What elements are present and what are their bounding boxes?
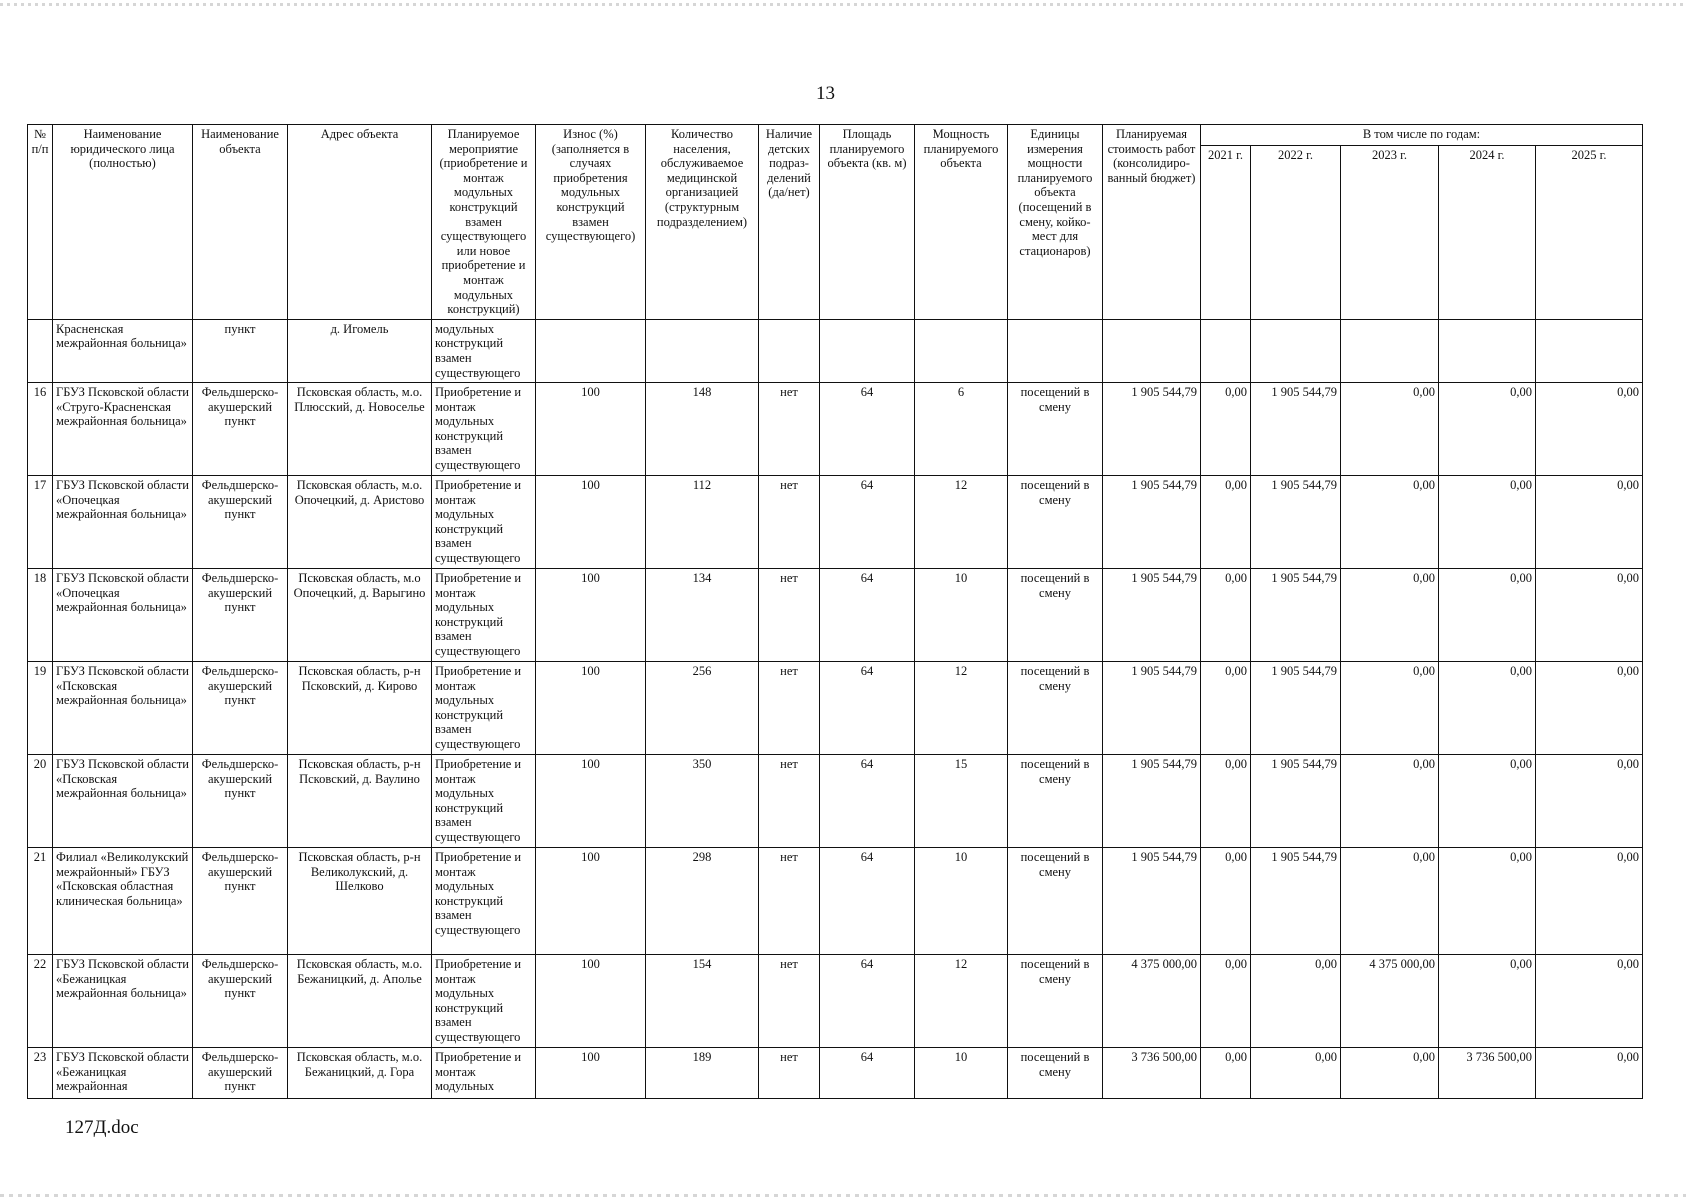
cell-area: 64: [820, 1048, 915, 1099]
cell-measure: Приобретение и монтаж модульных конструкций взамен существующего: [432, 383, 536, 476]
cell-object-name: Фельдшерско-акушерский пункт: [193, 662, 288, 755]
table-row: [28, 848, 1643, 955]
cell-empty: [1103, 319, 1201, 382]
cell-num: 17: [28, 476, 53, 569]
header-year-2025: 2025 г.: [1536, 146, 1643, 320]
cell-y2022: 1 905 544,79: [1251, 662, 1341, 755]
cell-num: 19: [28, 662, 53, 755]
header-by-years: В том числе по годам:: [1201, 125, 1643, 146]
cell-area: 64: [820, 662, 915, 755]
cell-address: Псковская область, м.о. Опочецкий, д. Аристово: [288, 476, 432, 569]
cell-capacity: 10: [915, 1048, 1008, 1099]
cell-capacity: 12: [915, 476, 1008, 569]
cell-y2024: 3 736 500,00: [1439, 1048, 1536, 1099]
cell-cost: 1 905 544,79: [1103, 383, 1201, 476]
cell-population: 148: [646, 383, 759, 476]
cell-children: нет: [759, 955, 820, 1048]
table-row: [28, 662, 1643, 755]
cell-y2025: 0,00: [1536, 662, 1643, 755]
table-row: [28, 476, 1643, 569]
scan-edge-bottom: [0, 1194, 1686, 1197]
cell-wear: 100: [536, 1048, 646, 1099]
cell-cost: 1 905 544,79: [1103, 569, 1201, 662]
cell-y2023: 0,00: [1341, 755, 1439, 848]
cell-children: нет: [759, 569, 820, 662]
cell-capacity: 6: [915, 383, 1008, 476]
cell-y2023: 0,00: [1341, 848, 1439, 955]
cell-empty: [1439, 319, 1536, 382]
data-rows: [28, 383, 1643, 1099]
cell-measure: Приобретение и монтаж модульных конструкций взамен существующего: [432, 848, 536, 955]
cell-cost: 1 905 544,79: [1103, 848, 1201, 955]
cell-y2024: 0,00: [1439, 755, 1536, 848]
cell-object-name: Фельдшерско-акушерский пункт: [193, 383, 288, 476]
cell-y2021: 0,00: [1201, 476, 1251, 569]
cell-cost: 3 736 500,00: [1103, 1048, 1201, 1099]
cell-population: 134: [646, 569, 759, 662]
cell-y2025: 0,00: [1536, 476, 1643, 569]
cell-capacity: 10: [915, 848, 1008, 955]
cell-y2024: 0,00: [1439, 476, 1536, 569]
cell-y2023: 0,00: [1341, 662, 1439, 755]
cell-area: 64: [820, 848, 915, 955]
cell-population: 189: [646, 1048, 759, 1099]
cell-address: Псковская область, р-н Псковский, д. Ваулино: [288, 755, 432, 848]
cell-num: 16: [28, 383, 53, 476]
page-number: 13: [816, 83, 835, 104]
footer-file-name: 127Д.doc: [65, 1117, 139, 1138]
cell-measure: Приобретение и монтаж модульных конструкций взамен существующего: [432, 476, 536, 569]
header-measure: Планируемое мероприятие (приобретение и монтаж модульных конструкций взамен существующего или новое приобретение и монтаж модульных конструкций): [432, 125, 536, 320]
cell-measure: Приобретение и монтаж модульных конструкций взамен существующего: [432, 569, 536, 662]
cell-empty: [646, 319, 759, 382]
cell-y2024: 0,00: [1439, 383, 1536, 476]
cell-wear: 100: [536, 569, 646, 662]
cell-y2024: 0,00: [1439, 662, 1536, 755]
cell-children: нет: [759, 662, 820, 755]
scan-edge-top: [0, 3, 1686, 6]
cell-legal-name: ГБУЗ Псковской области «Бежаницкая межрайонная: [53, 1048, 193, 1099]
cell-address: Псковская область, м.о Опочецкий, д. Варыгино: [288, 569, 432, 662]
cell-y2022: 1 905 544,79: [1251, 848, 1341, 955]
cell-units: посещений в смену: [1008, 755, 1103, 848]
cell-address: Псковская область, м.о. Плюсский, д. Новоселье: [288, 383, 432, 476]
cell-area: 64: [820, 569, 915, 662]
cell-wear: 100: [536, 476, 646, 569]
cell-y2022: 1 905 544,79: [1251, 755, 1341, 848]
cell-y2023: 4 375 000,00: [1341, 955, 1439, 1048]
cell-legal-name: ГБУЗ Псковской области «Псковская межрайонная больница»: [53, 662, 193, 755]
cell-population: 298: [646, 848, 759, 955]
cell-y2021: 0,00: [1201, 383, 1251, 476]
cell-y2023: 0,00: [1341, 476, 1439, 569]
cell-units: посещений в смену: [1008, 662, 1103, 755]
cell-address: Псковская область, р-н Псковский, д. Кирово: [288, 662, 432, 755]
cell-y2021: 0,00: [1201, 662, 1251, 755]
header-units: Единицы измерения мощности планируемого объекта (посещений в смену, койко-мест для стационаров): [1008, 125, 1103, 320]
cell-address: Псковская область, м.о. Бежаницкий, д. Гора: [288, 1048, 432, 1099]
cell-y2021: 0,00: [1201, 1048, 1251, 1099]
cell-capacity: 15: [915, 755, 1008, 848]
cell-population: 256: [646, 662, 759, 755]
cell-address: Псковская область, р-н Великолукский, д. Шелково: [288, 848, 432, 955]
cell-legal-name: ГБУЗ Псковской области «Опочецкая межрайонная больница»: [53, 476, 193, 569]
cell-children: нет: [759, 383, 820, 476]
cell-wear: 100: [536, 848, 646, 955]
table-row: [28, 383, 1643, 476]
cell-empty: [1341, 319, 1439, 382]
cell-cost: 1 905 544,79: [1103, 662, 1201, 755]
cell-measure: Приобретение и монтаж модульных конструкций взамен существующего: [432, 755, 536, 848]
cell-children: нет: [759, 848, 820, 955]
cell-y2025: 0,00: [1536, 755, 1643, 848]
cell-object-name: Фельдшерско-акушерский пункт: [193, 1048, 288, 1099]
cell-empty: [759, 319, 820, 382]
header-year-2024: 2024 г.: [1439, 146, 1536, 320]
cell-y2024: 0,00: [1439, 569, 1536, 662]
cell-empty: [915, 319, 1008, 382]
header-cost: Планируемая стоимость работ (консолидиро-ванный бюджет): [1103, 125, 1201, 320]
cell-object-name: Фельдшерско-акушерский пункт: [193, 476, 288, 569]
cell-legal-name: ГБУЗ Псковской области «Струго-Красненская межрайонная больница»: [53, 383, 193, 476]
cell-units: посещений в смену: [1008, 955, 1103, 1048]
cell-children: нет: [759, 476, 820, 569]
cell-object-name: пункт: [193, 319, 288, 382]
cell-area: 64: [820, 476, 915, 569]
header-address: Адрес объекта: [288, 125, 432, 320]
header-area: Площадь планируемого объекта (кв. м): [820, 125, 915, 320]
cell-capacity: 12: [915, 662, 1008, 755]
cell-units: посещений в смену: [1008, 1048, 1103, 1099]
table-row: [28, 755, 1643, 848]
table-row: [28, 569, 1643, 662]
header-year-2022: 2022 г.: [1251, 146, 1341, 320]
planning-table: [27, 124, 1643, 1099]
cell-units: посещений в смену: [1008, 848, 1103, 955]
cell-y2022: 1 905 544,79: [1251, 569, 1341, 662]
cell-capacity: 12: [915, 955, 1008, 1048]
header-year-2021: 2021 г.: [1201, 146, 1251, 320]
cell-measure: Приобретение и монтаж модульных конструкций взамен существующего: [432, 955, 536, 1048]
cell-units: посещений в смену: [1008, 476, 1103, 569]
cell-cost: 4 375 000,00: [1103, 955, 1201, 1048]
cell-y2021: 0,00: [1201, 569, 1251, 662]
continued-row: [28, 319, 1643, 382]
cell-empty: [1251, 319, 1341, 382]
cell-children: нет: [759, 755, 820, 848]
cell-wear: 100: [536, 755, 646, 848]
cell-population: 112: [646, 476, 759, 569]
cell-empty: [536, 319, 646, 382]
cell-address: Псковская область, м.о. Бежаницкий, д. Аполье: [288, 955, 432, 1048]
header-year-2023: 2023 г.: [1341, 146, 1439, 320]
cell-num: 18: [28, 569, 53, 662]
cell-empty: [1008, 319, 1103, 382]
cell-legal-name: ГБУЗ Псковской области «Псковская межрайонная больница»: [53, 755, 193, 848]
cell-num: 21: [28, 848, 53, 955]
header-object-name: Наименование объекта: [193, 125, 288, 320]
cell-object-name: Фельдшерско-акушерский пункт: [193, 848, 288, 955]
cell-capacity: 10: [915, 569, 1008, 662]
table-row: [28, 955, 1643, 1048]
cell-num: [28, 319, 53, 382]
header-population: Количество населения, обслуживаемое медицинской организацией (структурным подразделением): [646, 125, 759, 320]
cell-y2021: 0,00: [1201, 955, 1251, 1048]
cell-cost: 1 905 544,79: [1103, 755, 1201, 848]
cell-y2021: 0,00: [1201, 848, 1251, 955]
cell-units: посещений в смену: [1008, 569, 1103, 662]
header-capacity: Мощность планируемого объекта: [915, 125, 1008, 320]
cell-legal-name: ГБУЗ Псковской области «Бежаницкая межрайонная больница»: [53, 955, 193, 1048]
cell-legal-name: ГБУЗ Псковской области «Опочецкая межрайонная больница»: [53, 569, 193, 662]
header-legal-name: Наименование юридического лица (полностью): [53, 125, 193, 320]
cell-legal-name: Красненская межрайонная больница»: [53, 319, 193, 382]
cell-object-name: Фельдшерско-акушерский пункт: [193, 569, 288, 662]
cell-population: 154: [646, 955, 759, 1048]
cell-legal-name: Филиал «Великолукский межрайонный» ГБУЗ «Псковская областная клиническая больница»: [53, 848, 193, 955]
cell-y2023: 0,00: [1341, 569, 1439, 662]
cell-y2025: 0,00: [1536, 955, 1643, 1048]
cell-y2022: 1 905 544,79: [1251, 383, 1341, 476]
cell-y2024: 0,00: [1439, 848, 1536, 955]
cell-y2021: 0,00: [1201, 755, 1251, 848]
table-row: [28, 1048, 1643, 1099]
cell-y2022: 0,00: [1251, 1048, 1341, 1099]
cell-num: 22: [28, 955, 53, 1048]
cell-y2025: 0,00: [1536, 1048, 1643, 1099]
header-row: [28, 125, 1643, 146]
cell-y2023: 0,00: [1341, 1048, 1439, 1099]
header-children: Наличие детских подраз-делений (да/нет): [759, 125, 820, 320]
cell-area: 64: [820, 383, 915, 476]
cell-cost: 1 905 544,79: [1103, 476, 1201, 569]
cell-num: 23: [28, 1048, 53, 1099]
cell-y2023: 0,00: [1341, 383, 1439, 476]
cell-empty: [1536, 319, 1643, 382]
cell-area: 64: [820, 755, 915, 848]
cell-num: 20: [28, 755, 53, 848]
cell-y2025: 0,00: [1536, 383, 1643, 476]
cell-wear: 100: [536, 383, 646, 476]
header-num: № п/п: [28, 125, 53, 320]
cell-object-name: Фельдшерско-акушерский пункт: [193, 755, 288, 848]
cell-empty: [820, 319, 915, 382]
cell-measure: Приобретение и монтаж модульных: [432, 1048, 536, 1099]
cell-y2022: 0,00: [1251, 955, 1341, 1048]
cell-address: д. Игомель: [288, 319, 432, 382]
cell-population: 350: [646, 755, 759, 848]
cell-y2025: 0,00: [1536, 569, 1643, 662]
header-wear: Износ (%) (заполняется в случаях приобретения модульных конструкций взамен существующего): [536, 125, 646, 320]
cell-units: посещений в смену: [1008, 383, 1103, 476]
cell-measure: Приобретение и монтаж модульных конструкций взамен существующего: [432, 662, 536, 755]
cell-y2025: 0,00: [1536, 848, 1643, 955]
cell-measure: модульных конструкций взамен существующего: [432, 319, 536, 382]
cell-y2022: 1 905 544,79: [1251, 476, 1341, 569]
cell-object-name: Фельдшерско-акушерский пункт: [193, 955, 288, 1048]
cell-area: 64: [820, 955, 915, 1048]
cell-wear: 100: [536, 662, 646, 755]
cell-wear: 100: [536, 955, 646, 1048]
cell-empty: [1201, 319, 1251, 382]
cell-y2024: 0,00: [1439, 955, 1536, 1048]
cell-children: нет: [759, 1048, 820, 1099]
